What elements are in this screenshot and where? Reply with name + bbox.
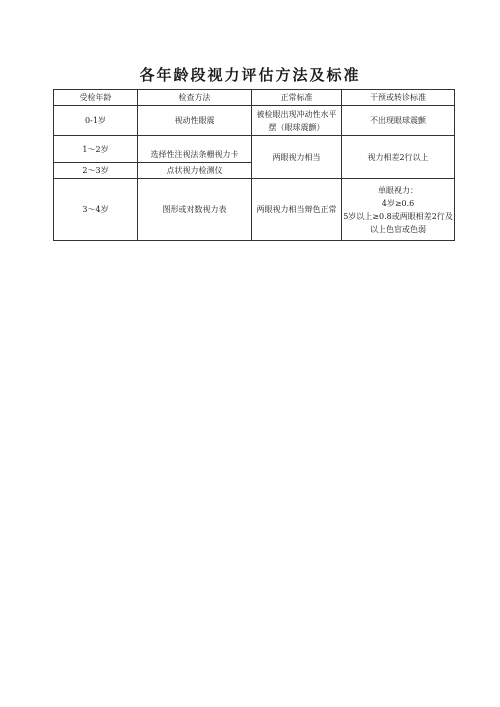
cell-age: 2～3岁 (54, 163, 138, 179)
cell-method: 点状视力检测仪 (138, 163, 252, 179)
intervention-line: 5岁以上≥0.8或两眼相差2行及以上色盲或色弱 (343, 211, 453, 234)
header-normal: 正常标准 (252, 90, 342, 106)
header-age: 受检年龄 (54, 90, 138, 106)
table-row (54, 136, 455, 163)
cell-normal: 两眼视力相当辩色正常 (252, 179, 342, 241)
intervention-line: 4岁≥0.6 (381, 198, 415, 208)
header-intervention: 干预或转诊标准 (342, 90, 455, 106)
cell-intervention: 视力相差2行以上 (342, 136, 455, 179)
cell-intervention (342, 179, 455, 241)
cell-age: 1～2岁 (54, 136, 138, 163)
header-method: 检查方法 (138, 90, 252, 106)
intervention-line: 单眼视力： (378, 185, 418, 195)
table-header-row (54, 90, 455, 106)
cell-normal: 被检眼出现冲动性水平摆（眼球震颤） (252, 106, 342, 136)
cell-method: 图形或对数视力表 (138, 179, 252, 241)
document-title: 各年龄段视力评估方法及标准 (139, 66, 361, 84)
table-row (54, 179, 455, 241)
cell-method: 视动性眼震 (138, 106, 252, 136)
cell-normal: 两眼视力相当 (252, 136, 342, 179)
vision-standards-table (53, 89, 455, 241)
cell-method: 选择性注视法条栅视力卡 (138, 136, 252, 163)
table-row (54, 106, 455, 136)
cell-age: 3～4岁 (54, 179, 138, 241)
cell-intervention: 不出现眼球震颤 (342, 106, 455, 136)
cell-age: 0-1岁 (54, 106, 138, 136)
